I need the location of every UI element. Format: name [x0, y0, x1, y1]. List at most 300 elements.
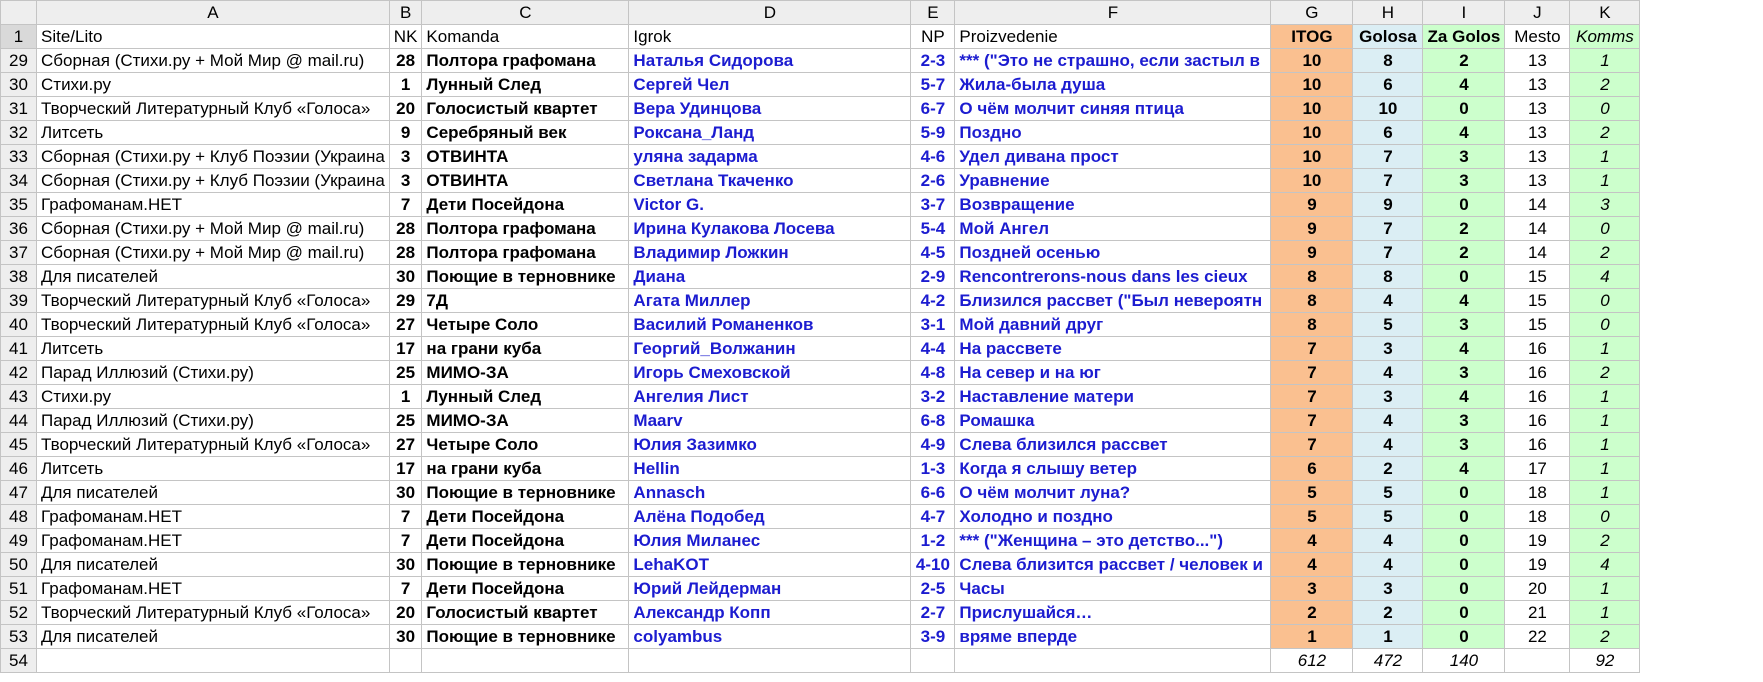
- row-number[interactable]: 35: [1, 193, 37, 217]
- cell-np[interactable]: 2-5: [911, 577, 955, 601]
- cell-mesto[interactable]: 20: [1505, 577, 1570, 601]
- row-number[interactable]: 36: [1, 217, 37, 241]
- total-komms[interactable]: 92: [1570, 649, 1640, 673]
- cell-za-golos[interactable]: 0: [1423, 97, 1505, 121]
- cell-komms[interactable]: 0: [1570, 97, 1640, 121]
- cell-proizvedenie[interactable]: Когда я слышу ветер: [955, 457, 1271, 481]
- cell-golosa[interactable]: 10: [1353, 97, 1423, 121]
- row-number[interactable]: 29: [1, 49, 37, 73]
- row-number[interactable]: 42: [1, 361, 37, 385]
- cell-komanda[interactable]: Поющие в терновнике: [422, 265, 629, 289]
- cell-mesto[interactable]: 16: [1505, 361, 1570, 385]
- cell-za-golos[interactable]: 3: [1423, 313, 1505, 337]
- cell-za-golos[interactable]: 2: [1423, 217, 1505, 241]
- cell-igrok[interactable]: colyambus: [629, 625, 911, 649]
- row-number[interactable]: 1: [1, 25, 37, 49]
- cell-nk[interactable]: 25: [389, 361, 422, 385]
- cell-mesto[interactable]: 17: [1505, 457, 1570, 481]
- cell-komanda[interactable]: [422, 649, 629, 673]
- cell-golosa[interactable]: 3: [1353, 337, 1423, 361]
- total-golosa[interactable]: 472: [1353, 649, 1423, 673]
- cell-komms[interactable]: 2: [1570, 625, 1640, 649]
- cell-za-golos[interactable]: 4: [1423, 385, 1505, 409]
- cell-mesto[interactable]: 13: [1505, 97, 1570, 121]
- cell-site[interactable]: Творческий Литературный Клуб «Голоса»: [37, 313, 390, 337]
- cell-np[interactable]: 6-8: [911, 409, 955, 433]
- row-number[interactable]: 34: [1, 169, 37, 193]
- column-header-g[interactable]: G: [1271, 1, 1353, 25]
- cell-mesto[interactable]: 13: [1505, 145, 1570, 169]
- cell-itog[interactable]: 9: [1271, 241, 1353, 265]
- cell-site[interactable]: Для писателей: [37, 553, 390, 577]
- header-cell-golosa[interactable]: Golosa: [1353, 25, 1423, 49]
- cell-komms[interactable]: 1: [1570, 49, 1640, 73]
- cell-proizvedenie[interactable]: Близился рассвет ("Был невероятн: [955, 289, 1271, 313]
- cell-itog[interactable]: 10: [1271, 121, 1353, 145]
- cell-igrok[interactable]: Владимир Ложкин: [629, 241, 911, 265]
- cell-golosa[interactable]: 7: [1353, 217, 1423, 241]
- cell-komms[interactable]: 0: [1570, 313, 1640, 337]
- column-header-h[interactable]: H: [1353, 1, 1423, 25]
- cell-igrok[interactable]: Вера Удинцова: [629, 97, 911, 121]
- cell-np[interactable]: 4-4: [911, 337, 955, 361]
- cell-komms[interactable]: 1: [1570, 481, 1640, 505]
- total-za-golos[interactable]: 140: [1423, 649, 1505, 673]
- cell-komanda[interactable]: Дети Посейдона: [422, 505, 629, 529]
- cell-itog[interactable]: 7: [1271, 337, 1353, 361]
- cell-golosa[interactable]: 5: [1353, 313, 1423, 337]
- cell-itog[interactable]: 9: [1271, 193, 1353, 217]
- cell-itog[interactable]: 6: [1271, 457, 1353, 481]
- cell-itog[interactable]: 2: [1271, 601, 1353, 625]
- cell-komms[interactable]: 3: [1570, 193, 1640, 217]
- cell-mesto[interactable]: 13: [1505, 73, 1570, 97]
- cell-komanda[interactable]: МИМО-ЗА: [422, 361, 629, 385]
- cell-nk[interactable]: 28: [389, 49, 422, 73]
- cell-igrok[interactable]: Наталья Сидорова: [629, 49, 911, 73]
- cell-golosa[interactable]: 4: [1353, 529, 1423, 553]
- cell-mesto[interactable]: 16: [1505, 337, 1570, 361]
- row-number[interactable]: 32: [1, 121, 37, 145]
- select-all-corner[interactable]: [1, 1, 37, 25]
- cell-mesto[interactable]: 22: [1505, 625, 1570, 649]
- cell-komms[interactable]: 0: [1570, 289, 1640, 313]
- cell-nk[interactable]: 27: [389, 313, 422, 337]
- cell-nk[interactable]: 20: [389, 601, 422, 625]
- cell-komanda[interactable]: 7Д: [422, 289, 629, 313]
- cell-igrok[interactable]: Юлия Зазимко: [629, 433, 911, 457]
- cell-proizvedenie[interactable]: О чём молчит синяя птица: [955, 97, 1271, 121]
- cell-proizvedenie[interactable]: На север и на юг: [955, 361, 1271, 385]
- cell-golosa[interactable]: 8: [1353, 49, 1423, 73]
- cell-itog[interactable]: 10: [1271, 169, 1353, 193]
- cell-za-golos[interactable]: 0: [1423, 625, 1505, 649]
- cell-golosa[interactable]: 4: [1353, 361, 1423, 385]
- cell-za-golos[interactable]: 3: [1423, 433, 1505, 457]
- cell-komanda[interactable]: Четыре Соло: [422, 313, 629, 337]
- cell-komms[interactable]: 0: [1570, 217, 1640, 241]
- column-header-a[interactable]: A: [37, 1, 390, 25]
- cell-proizvedenie[interactable]: вряме вперде: [955, 625, 1271, 649]
- cell-za-golos[interactable]: 3: [1423, 145, 1505, 169]
- cell-golosa[interactable]: 5: [1353, 505, 1423, 529]
- cell-nk[interactable]: 28: [389, 241, 422, 265]
- cell-site[interactable]: Литсеть: [37, 121, 390, 145]
- cell-komanda[interactable]: Дети Посейдона: [422, 577, 629, 601]
- cell-za-golos[interactable]: 0: [1423, 193, 1505, 217]
- cell-np[interactable]: 4-7: [911, 505, 955, 529]
- cell-site[interactable]: Стихи.ру: [37, 385, 390, 409]
- column-header-i[interactable]: I: [1423, 1, 1505, 25]
- cell-nk[interactable]: 3: [389, 169, 422, 193]
- cell-np[interactable]: [911, 649, 955, 673]
- cell-za-golos[interactable]: 0: [1423, 577, 1505, 601]
- row-number[interactable]: 53: [1, 625, 37, 649]
- cell-komms[interactable]: 1: [1570, 433, 1640, 457]
- cell-za-golos[interactable]: 4: [1423, 121, 1505, 145]
- cell-np[interactable]: 3-7: [911, 193, 955, 217]
- cell-nk[interactable]: 7: [389, 577, 422, 601]
- cell-komanda[interactable]: Четыре Соло: [422, 433, 629, 457]
- cell-golosa[interactable]: 5: [1353, 481, 1423, 505]
- cell-nk[interactable]: 17: [389, 457, 422, 481]
- cell-proizvedenie[interactable]: На рассвете: [955, 337, 1271, 361]
- cell-golosa[interactable]: 4: [1353, 553, 1423, 577]
- cell-site[interactable]: Парад Иллюзий (Стихи.ру): [37, 409, 390, 433]
- cell-golosa[interactable]: 7: [1353, 241, 1423, 265]
- cell-mesto[interactable]: 18: [1505, 481, 1570, 505]
- cell-proizvedenie[interactable]: Слева близится рассвет / человек и: [955, 553, 1271, 577]
- cell-np[interactable]: 6-7: [911, 97, 955, 121]
- header-cell-komanda[interactable]: Komanda: [422, 25, 629, 49]
- cell-np[interactable]: 4-6: [911, 145, 955, 169]
- cell-site[interactable]: Сборная (Стихи.ру + Мой Мир @ mail.ru): [37, 49, 390, 73]
- cell-nk[interactable]: 30: [389, 481, 422, 505]
- cell-igrok[interactable]: Maarv: [629, 409, 911, 433]
- cell-za-golos[interactable]: 4: [1423, 289, 1505, 313]
- cell-proizvedenie[interactable]: Поздно: [955, 121, 1271, 145]
- cell-site[interactable]: Для писателей: [37, 265, 390, 289]
- cell-komms[interactable]: 1: [1570, 577, 1640, 601]
- cell-itog[interactable]: 7: [1271, 409, 1353, 433]
- header-cell-itog[interactable]: ITOG: [1271, 25, 1353, 49]
- cell-za-golos[interactable]: 0: [1423, 601, 1505, 625]
- cell-proizvedenie[interactable]: Холодно и поздно: [955, 505, 1271, 529]
- cell-komanda[interactable]: Дети Посейдона: [422, 529, 629, 553]
- cell-proizvedenie[interactable]: Часы: [955, 577, 1271, 601]
- header-cell-np[interactable]: NP: [911, 25, 955, 49]
- cell-golosa[interactable]: 3: [1353, 385, 1423, 409]
- column-header-f[interactable]: F: [955, 1, 1271, 25]
- cell-igrok[interactable]: Агата Миллер: [629, 289, 911, 313]
- cell-nk[interactable]: 7: [389, 529, 422, 553]
- cell-za-golos[interactable]: 0: [1423, 505, 1505, 529]
- cell-mesto[interactable]: 18: [1505, 505, 1570, 529]
- cell-proizvedenie[interactable]: Уравнение: [955, 169, 1271, 193]
- cell-igrok[interactable]: Юлия Миланес: [629, 529, 911, 553]
- cell-komanda[interactable]: ОТВИНТА: [422, 145, 629, 169]
- cell-igrok[interactable]: Алёна Подобед: [629, 505, 911, 529]
- cell-komanda[interactable]: Лунный След: [422, 385, 629, 409]
- cell-np[interactable]: 4-8: [911, 361, 955, 385]
- cell-igrok[interactable]: Светлана Ткаченко: [629, 169, 911, 193]
- cell-nk[interactable]: 30: [389, 265, 422, 289]
- row-number[interactable]: 40: [1, 313, 37, 337]
- cell-nk[interactable]: 7: [389, 193, 422, 217]
- cell-site[interactable]: Для писателей: [37, 481, 390, 505]
- cell-itog[interactable]: 8: [1271, 313, 1353, 337]
- cell-komanda[interactable]: Серебряный век: [422, 121, 629, 145]
- cell-igrok[interactable]: Роксана_Ланд: [629, 121, 911, 145]
- cell-proizvedenie[interactable]: Наставление матери: [955, 385, 1271, 409]
- cell-igrok[interactable]: Игорь Смеховской: [629, 361, 911, 385]
- cell-proizvedenie[interactable]: Мой Ангел: [955, 217, 1271, 241]
- cell-golosa[interactable]: 4: [1353, 409, 1423, 433]
- cell-itog[interactable]: 8: [1271, 265, 1353, 289]
- cell-za-golos[interactable]: 0: [1423, 553, 1505, 577]
- cell-nk[interactable]: 25: [389, 409, 422, 433]
- cell-komanda[interactable]: на грани куба: [422, 457, 629, 481]
- row-number[interactable]: 39: [1, 289, 37, 313]
- row-number[interactable]: 51: [1, 577, 37, 601]
- cell-itog[interactable]: 7: [1271, 433, 1353, 457]
- cell-golosa[interactable]: 6: [1353, 73, 1423, 97]
- cell-site[interactable]: Творческий Литературный Клуб «Голоса»: [37, 433, 390, 457]
- cell-np[interactable]: 4-2: [911, 289, 955, 313]
- row-number[interactable]: 48: [1, 505, 37, 529]
- cell-mesto[interactable]: 16: [1505, 433, 1570, 457]
- cell-mesto[interactable]: 13: [1505, 169, 1570, 193]
- cell-proizvedenie[interactable]: Ромашка: [955, 409, 1271, 433]
- cell-site[interactable]: Для писателей: [37, 625, 390, 649]
- cell-proizvedenie[interactable]: [955, 649, 1271, 673]
- cell-np[interactable]: 4-5: [911, 241, 955, 265]
- cell-komms[interactable]: 1: [1570, 457, 1640, 481]
- cell-za-golos[interactable]: 3: [1423, 169, 1505, 193]
- cell-site[interactable]: [37, 649, 390, 673]
- cell-mesto[interactable]: 16: [1505, 409, 1570, 433]
- cell-igrok[interactable]: Александр Копп: [629, 601, 911, 625]
- cell-komanda[interactable]: Дети Посейдона: [422, 193, 629, 217]
- cell-proizvedenie[interactable]: Прислушайся…: [955, 601, 1271, 625]
- cell-komms[interactable]: 1: [1570, 409, 1640, 433]
- cell-itog[interactable]: 3: [1271, 577, 1353, 601]
- cell-golosa[interactable]: 9: [1353, 193, 1423, 217]
- cell-igrok[interactable]: Ангелия Лист: [629, 385, 911, 409]
- cell-komanda[interactable]: Полтора графомана: [422, 217, 629, 241]
- header-cell-proizvedenie[interactable]: Proizvedenie: [955, 25, 1271, 49]
- cell-komms[interactable]: 1: [1570, 601, 1640, 625]
- cell-itog[interactable]: 8: [1271, 289, 1353, 313]
- header-cell-nk[interactable]: NK: [389, 25, 422, 49]
- cell-za-golos[interactable]: 0: [1423, 529, 1505, 553]
- cell-itog[interactable]: 10: [1271, 145, 1353, 169]
- cell-igrok[interactable]: Ирина Кулакова Лосева: [629, 217, 911, 241]
- cell-np[interactable]: 5-9: [911, 121, 955, 145]
- row-number[interactable]: 30: [1, 73, 37, 97]
- cell-itog[interactable]: 7: [1271, 361, 1353, 385]
- cell-za-golos[interactable]: 2: [1423, 49, 1505, 73]
- row-number[interactable]: 44: [1, 409, 37, 433]
- column-header-b[interactable]: B: [389, 1, 422, 25]
- cell-site[interactable]: Литсеть: [37, 337, 390, 361]
- cell-komms[interactable]: 4: [1570, 265, 1640, 289]
- cell-itog[interactable]: 4: [1271, 553, 1353, 577]
- cell-mesto[interactable]: 19: [1505, 529, 1570, 553]
- cell-np[interactable]: 5-7: [911, 73, 955, 97]
- cell-za-golos[interactable]: 2: [1423, 241, 1505, 265]
- cell-komms[interactable]: 2: [1570, 73, 1640, 97]
- cell-za-golos[interactable]: 3: [1423, 361, 1505, 385]
- column-header-e[interactable]: E: [911, 1, 955, 25]
- cell-mesto[interactable]: 15: [1505, 313, 1570, 337]
- cell-proizvedenie[interactable]: Поздней осенью: [955, 241, 1271, 265]
- cell-komanda[interactable]: ОТВИНТА: [422, 169, 629, 193]
- cell-mesto[interactable]: 14: [1505, 217, 1570, 241]
- cell-igrok[interactable]: Hellin: [629, 457, 911, 481]
- cell-golosa[interactable]: 1: [1353, 625, 1423, 649]
- cell-nk[interactable]: 28: [389, 217, 422, 241]
- header-cell-igrok[interactable]: Igrok: [629, 25, 911, 49]
- row-number[interactable]: 49: [1, 529, 37, 553]
- cell-proizvedenie[interactable]: Rencontrerons-nous dans les cieux: [955, 265, 1271, 289]
- row-number[interactable]: 43: [1, 385, 37, 409]
- row-number[interactable]: 52: [1, 601, 37, 625]
- header-cell-komms[interactable]: Komms: [1570, 25, 1640, 49]
- cell-za-golos[interactable]: 0: [1423, 265, 1505, 289]
- cell-site[interactable]: Литсеть: [37, 457, 390, 481]
- cell-nk[interactable]: 20: [389, 97, 422, 121]
- cell-np[interactable]: 2-6: [911, 169, 955, 193]
- cell-nk[interactable]: [389, 649, 422, 673]
- cell-komanda[interactable]: Голосистый квартет: [422, 97, 629, 121]
- cell-mesto[interactable]: [1505, 649, 1570, 673]
- cell-nk[interactable]: 9: [389, 121, 422, 145]
- cell-nk[interactable]: 30: [389, 553, 422, 577]
- cell-igrok[interactable]: LehaKOT: [629, 553, 911, 577]
- cell-komms[interactable]: 1: [1570, 385, 1640, 409]
- cell-golosa[interactable]: 7: [1353, 145, 1423, 169]
- cell-site[interactable]: Стихи.ру: [37, 73, 390, 97]
- cell-komanda[interactable]: Лунный След: [422, 73, 629, 97]
- row-number[interactable]: 31: [1, 97, 37, 121]
- cell-za-golos[interactable]: 0: [1423, 481, 1505, 505]
- cell-golosa[interactable]: 2: [1353, 601, 1423, 625]
- cell-komanda[interactable]: Поющие в терновнике: [422, 553, 629, 577]
- cell-proizvedenie[interactable]: О чём молчит луна?: [955, 481, 1271, 505]
- cell-np[interactable]: 2-3: [911, 49, 955, 73]
- cell-nk[interactable]: 17: [389, 337, 422, 361]
- cell-itog[interactable]: 5: [1271, 481, 1353, 505]
- cell-nk[interactable]: 3: [389, 145, 422, 169]
- cell-np[interactable]: 3-1: [911, 313, 955, 337]
- header-cell-site[interactable]: Site/Lito: [37, 25, 390, 49]
- cell-golosa[interactable]: 8: [1353, 265, 1423, 289]
- cell-komms[interactable]: 1: [1570, 145, 1640, 169]
- cell-golosa[interactable]: 7: [1353, 169, 1423, 193]
- cell-itog[interactable]: 5: [1271, 505, 1353, 529]
- cell-golosa[interactable]: 6: [1353, 121, 1423, 145]
- cell-golosa[interactable]: 3: [1353, 577, 1423, 601]
- cell-nk[interactable]: 1: [389, 385, 422, 409]
- cell-site[interactable]: Графоманам.НЕТ: [37, 577, 390, 601]
- cell-proizvedenie[interactable]: Жила-была душа: [955, 73, 1271, 97]
- cell-igrok[interactable]: Сергей Чел: [629, 73, 911, 97]
- cell-np[interactable]: 6-6: [911, 481, 955, 505]
- cell-mesto[interactable]: 13: [1505, 121, 1570, 145]
- cell-komanda[interactable]: Голосистый квартет: [422, 601, 629, 625]
- cell-site[interactable]: Графоманам.НЕТ: [37, 505, 390, 529]
- cell-mesto[interactable]: 14: [1505, 241, 1570, 265]
- cell-itog[interactable]: 4: [1271, 529, 1353, 553]
- cell-za-golos[interactable]: 4: [1423, 73, 1505, 97]
- cell-komanda[interactable]: Поющие в терновнике: [422, 481, 629, 505]
- cell-np[interactable]: 4-10: [911, 553, 955, 577]
- cell-komms[interactable]: 0: [1570, 505, 1640, 529]
- cell-komanda[interactable]: Поющие в терновнике: [422, 625, 629, 649]
- cell-nk[interactable]: 29: [389, 289, 422, 313]
- cell-igrok[interactable]: Василий Романенков: [629, 313, 911, 337]
- row-number[interactable]: 33: [1, 145, 37, 169]
- cell-komanda[interactable]: Полтора графомана: [422, 241, 629, 265]
- cell-igrok[interactable]: Victor G.: [629, 193, 911, 217]
- row-number[interactable]: 45: [1, 433, 37, 457]
- cell-np[interactable]: 5-4: [911, 217, 955, 241]
- cell-np[interactable]: 2-7: [911, 601, 955, 625]
- cell-np[interactable]: 3-2: [911, 385, 955, 409]
- row-number[interactable]: 38: [1, 265, 37, 289]
- cell-komms[interactable]: 2: [1570, 361, 1640, 385]
- cell-komanda[interactable]: на грани куба: [422, 337, 629, 361]
- row-number[interactable]: 47: [1, 481, 37, 505]
- row-number[interactable]: 46: [1, 457, 37, 481]
- cell-mesto[interactable]: 19: [1505, 553, 1570, 577]
- header-cell-mesto[interactable]: Mesto: [1505, 25, 1570, 49]
- column-header-d[interactable]: D: [629, 1, 911, 25]
- total-itog[interactable]: 612: [1271, 649, 1353, 673]
- cell-site[interactable]: Сборная (Стихи.ру + Клуб Поэзии (Украина: [37, 169, 390, 193]
- cell-igrok[interactable]: Георгий_Волжанин: [629, 337, 911, 361]
- cell-igrok[interactable]: Юрий Лейдерман: [629, 577, 911, 601]
- cell-proizvedenie[interactable]: Слева близился рассвет: [955, 433, 1271, 457]
- cell-site[interactable]: Сборная (Стихи.ру + Мой Мир @ mail.ru): [37, 241, 390, 265]
- cell-mesto[interactable]: 13: [1505, 49, 1570, 73]
- cell-komms[interactable]: 2: [1570, 121, 1640, 145]
- cell-site[interactable]: Сборная (Стихи.ру + Мой Мир @ mail.ru): [37, 217, 390, 241]
- cell-itog[interactable]: 10: [1271, 73, 1353, 97]
- cell-mesto[interactable]: 16: [1505, 385, 1570, 409]
- row-number[interactable]: 41: [1, 337, 37, 361]
- cell-mesto[interactable]: 15: [1505, 265, 1570, 289]
- column-header-k[interactable]: K: [1570, 1, 1640, 25]
- cell-proizvedenie[interactable]: Удел дивана прост: [955, 145, 1271, 169]
- cell-nk[interactable]: 7: [389, 505, 422, 529]
- cell-proizvedenie[interactable]: Мой давний друг: [955, 313, 1271, 337]
- column-header-c[interactable]: C: [422, 1, 629, 25]
- row-number[interactable]: 50: [1, 553, 37, 577]
- cell-golosa[interactable]: 4: [1353, 289, 1423, 313]
- cell-igrok[interactable]: уляна задарма: [629, 145, 911, 169]
- cell-proizvedenie[interactable]: *** ("Это не страшно, если застыл в: [955, 49, 1271, 73]
- cell-igrok[interactable]: [629, 649, 911, 673]
- cell-np[interactable]: 2-9: [911, 265, 955, 289]
- cell-golosa[interactable]: 4: [1353, 433, 1423, 457]
- cell-komms[interactable]: 4: [1570, 553, 1640, 577]
- cell-site[interactable]: Графоманам.НЕТ: [37, 529, 390, 553]
- cell-site[interactable]: Творческий Литературный Клуб «Голоса»: [37, 289, 390, 313]
- cell-site[interactable]: Графоманам.НЕТ: [37, 193, 390, 217]
- cell-np[interactable]: 1-2: [911, 529, 955, 553]
